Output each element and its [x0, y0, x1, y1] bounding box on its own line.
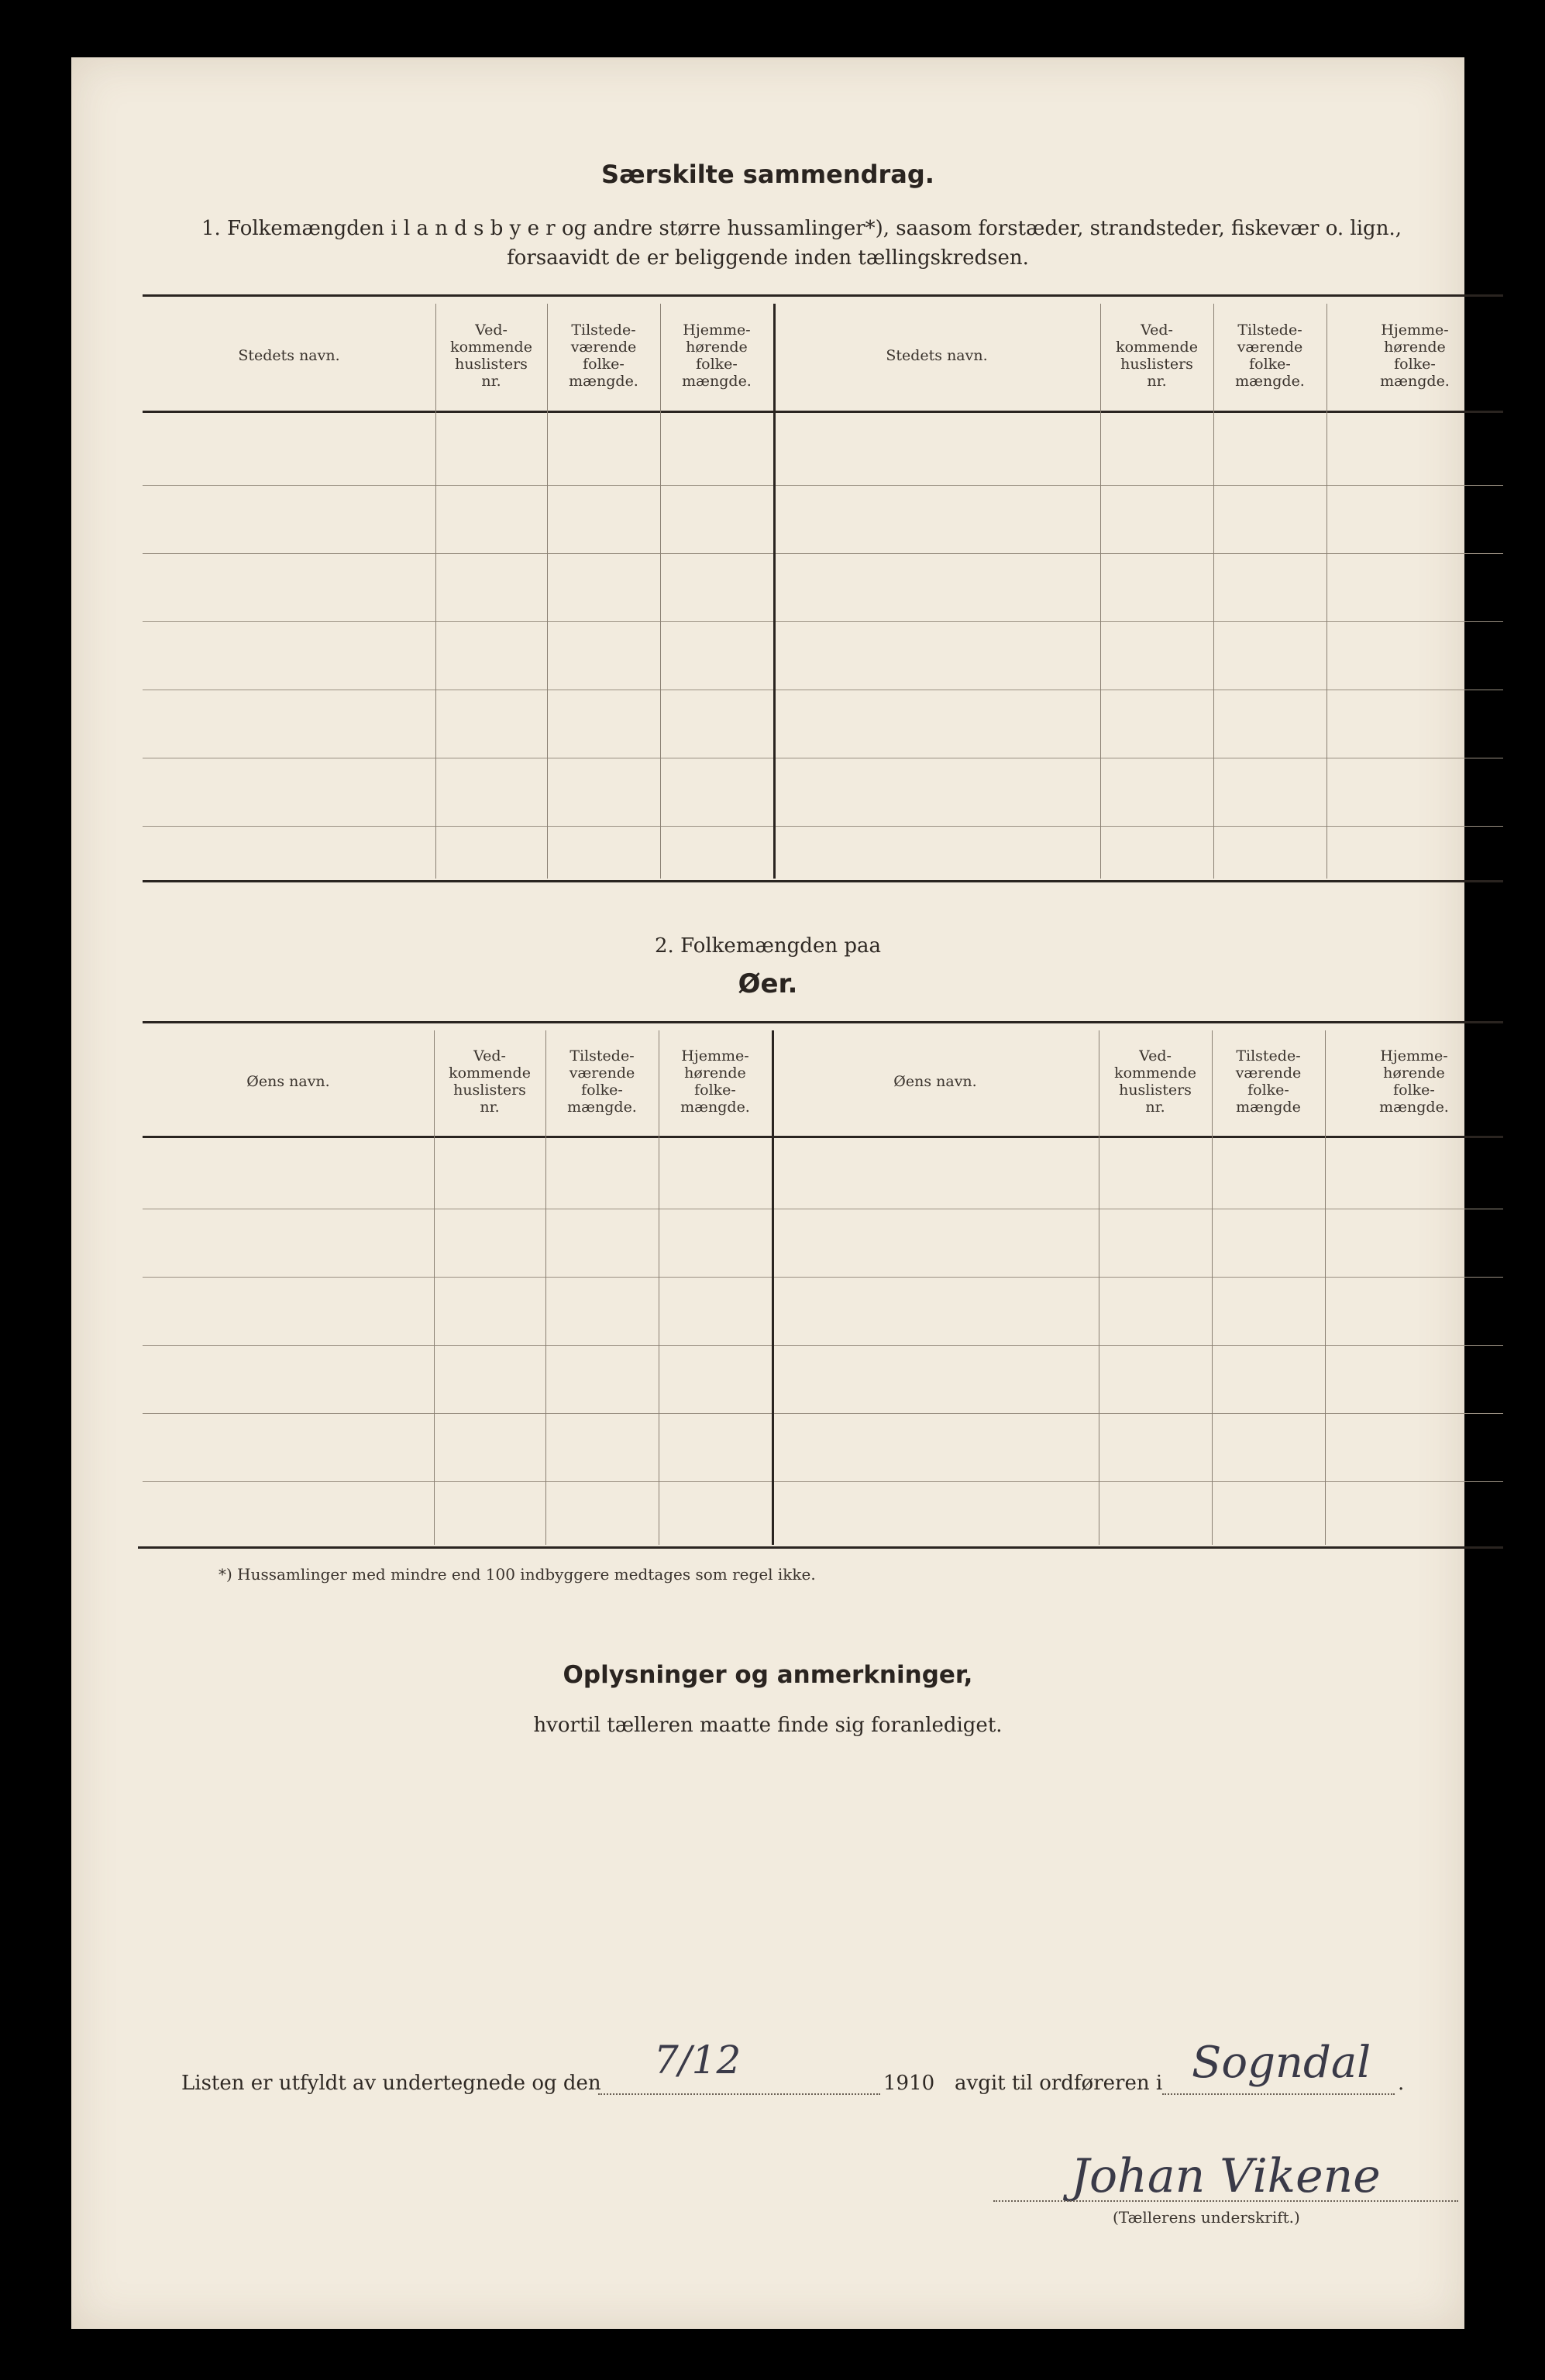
- t2-header-hjemmehorende-2: Hjemme- hørende folke- mængde.: [1379, 1047, 1449, 1116]
- t2-header-oens-navn-1: Øens navn.: [246, 1073, 330, 1090]
- handwritten-place: Sogndal: [1192, 2038, 1371, 2088]
- remarks-subtitle: hvortil tælleren maatte finde sig foranlediget.: [533, 1714, 1003, 1737]
- t1-header-huslister-2: Ved- kommende huslisters nr.: [1116, 322, 1198, 390]
- signature-prefix: Listen er utfyldt av undertegnede og den: [181, 2072, 601, 2095]
- t2-header-hjemmehorende-1: Hjemme- hørende folke- mængde.: [680, 1047, 750, 1116]
- t1-header-tilstedevaerende-2: Tilstede- værende folke- mængde.: [1235, 322, 1305, 390]
- t2-header-tilstedevaerende-1: Tilstede- værende folke- mængde.: [567, 1047, 637, 1116]
- t2-header-oens-navn-2: Øens navn.: [893, 1073, 977, 1090]
- t1-header-stedets-navn-2: Stedets navn.: [886, 347, 988, 364]
- signature-period: .: [1398, 2072, 1405, 2095]
- t1-header-hjemmehorende-2: Hjemme- hørende folke- mængde.: [1380, 322, 1450, 390]
- section1-line1: 1. Folkemængden i l a n d s b y e r og andre større hussamlinger*), saasom forstæder, strandsteder, fiskevær o. lign.,: [201, 217, 1402, 240]
- handwritten-date: 7/12: [654, 2038, 742, 2082]
- t2-header-huslister-2: Ved- kommende huslisters nr.: [1114, 1047, 1196, 1116]
- t1-header-stedets-navn-1: Stedets navn.: [238, 347, 340, 364]
- t1-header-tilstedevaerende-1: Tilstede- værende folke- mængde.: [569, 322, 638, 390]
- handwritten-signature: Johan Vikene: [1071, 2149, 1381, 2203]
- section2-heading: Øer.: [738, 968, 798, 999]
- signature-caption: (Tællerens underskrift.): [1113, 2208, 1300, 2227]
- census-form-page: [71, 57, 1464, 2329]
- t1-header-hjemmehorende-1: Hjemme- hørende folke- mængde.: [682, 322, 752, 390]
- signature-year: 1910: [883, 2072, 935, 2095]
- footnote: *) Hussamlinger med mindre end 100 indbyggere medtages som regel ikke.: [219, 1565, 816, 1584]
- t2-header-huslister-1: Ved- kommende huslisters nr.: [449, 1047, 531, 1116]
- section1-line2: forsaavidt de er beliggende inden tællingskredsen.: [507, 246, 1029, 270]
- signature-middle: avgit til ordføreren i: [955, 2072, 1163, 2095]
- t2-header-tilstedevaerende-2: Tilstede- værende folke- mængde: [1235, 1047, 1302, 1116]
- section2-line: 2. Folkemængden paa: [655, 934, 881, 958]
- page-title: Særskilte sammendrag.: [601, 160, 934, 189]
- t1-header-huslister-1: Ved- kommende huslisters nr.: [450, 322, 532, 390]
- remarks-title: Oplysninger og anmerkninger,: [563, 1661, 973, 1689]
